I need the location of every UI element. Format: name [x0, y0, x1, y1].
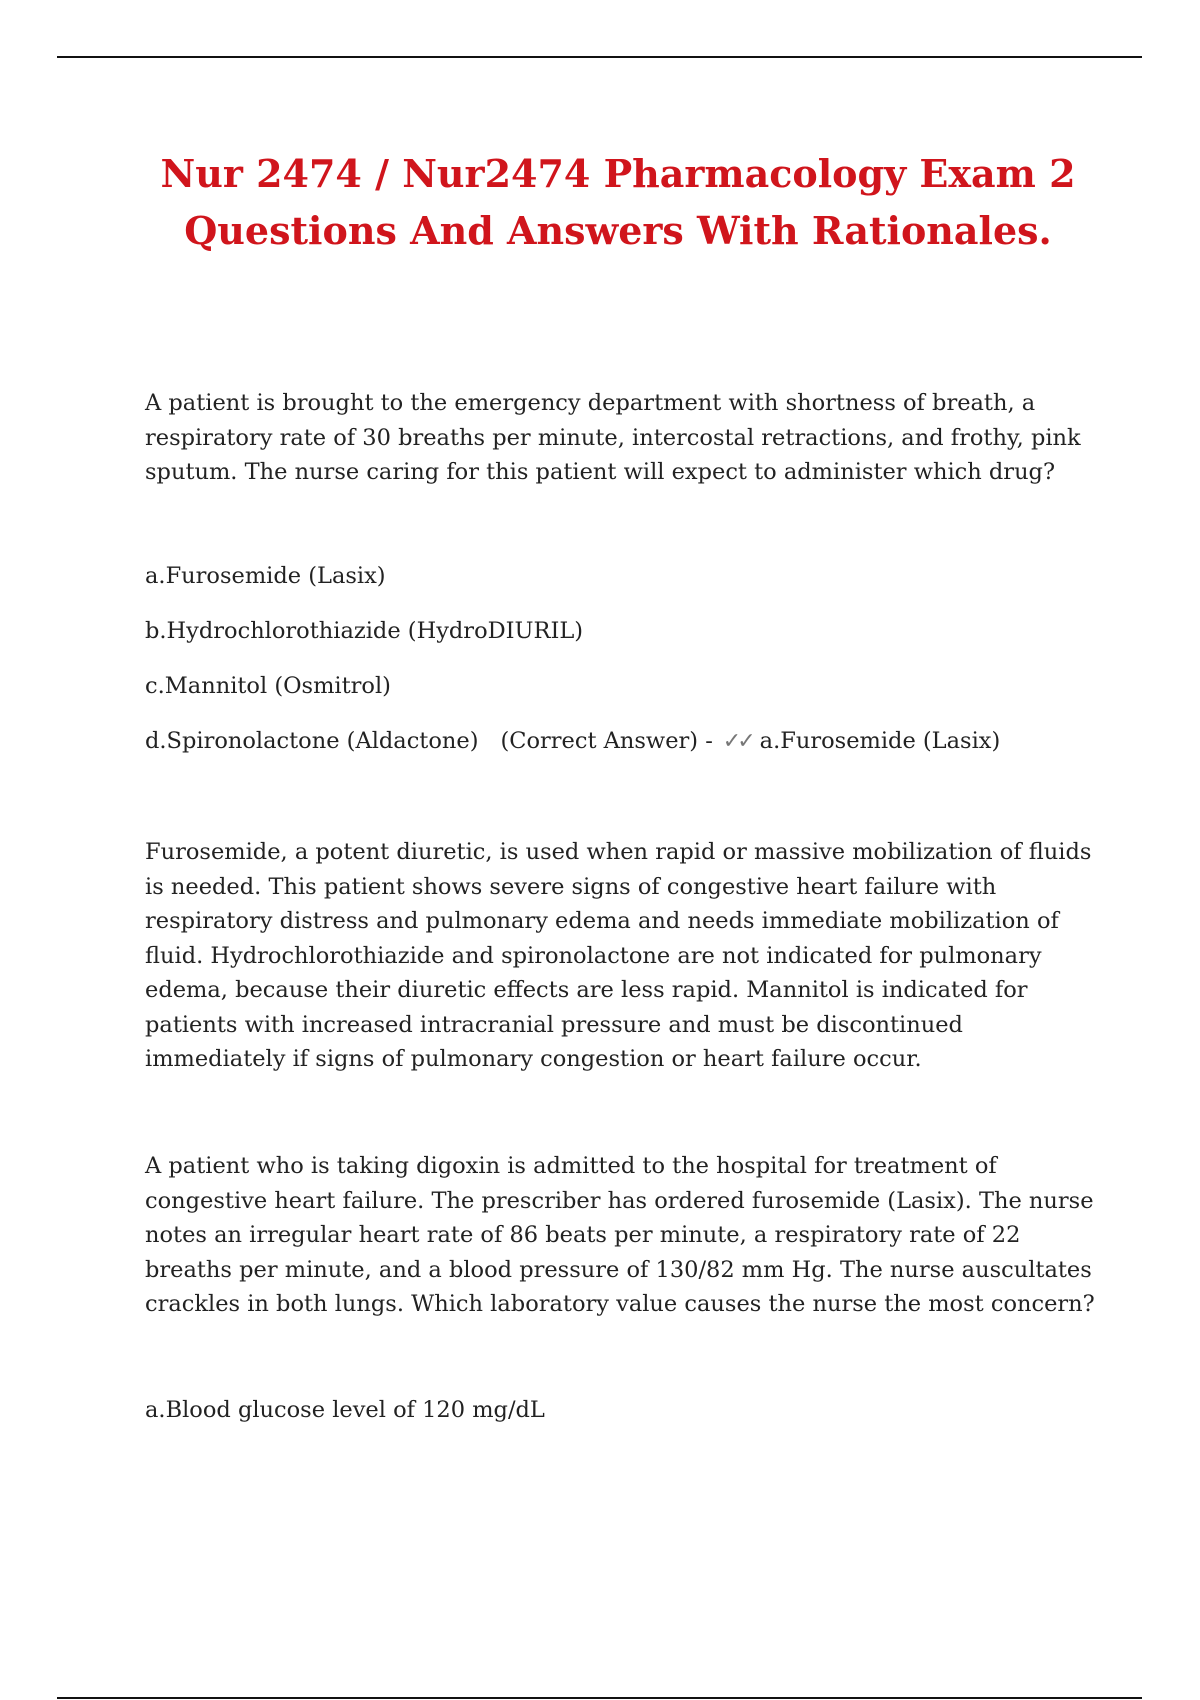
question-1-options: [145, 559, 1095, 779]
question-1-stem: A patient is brought to the emergency department with shortness of breath, a respiratory rate of 30 breaths per minute, intercostal retractions, and frothy, pink sputum. The nurse caring for this patient will expect to administer which drug?: [145, 390, 1081, 485]
option-b: b.Hydrochlorothiazide (HydroDIURIL): [145, 618, 584, 644]
double-check-icon: ✓✓: [722, 729, 752, 754]
document-title: [0, 145, 1200, 259]
question-2-stem: A patient who is taking digoxin is admitted to the hospital for treatment of congestive heart failure. The prescriber has ordered furosemide (Lasix). The nurse notes an irregular heart rate of 86 beats per minute, a respiratory rate of 22 breaths per minute, and a blood pressure of 130/82 mm Hg. The nurse auscultates crackles in both lungs. Which laboratory value causes the nurse the most concern?: [145, 1153, 1095, 1317]
title-line-1: Nur 2474 / Nur2474 Pharmacology Exam 2: [160, 151, 1076, 196]
option-d: d.Spironolactone (Aldactone): [145, 728, 479, 754]
correct-answer-label: (Correct Answer) -: [500, 728, 713, 754]
option-a: a.Furosemide (Lasix): [145, 563, 386, 589]
option-a: a.Blood glucose level of 120 mg/dL: [145, 1397, 545, 1423]
title-line-2: Questions And Answers With Rationales.: [184, 208, 1052, 253]
option-d-with-answer: [145, 724, 1095, 779]
question-2-options: [145, 1393, 1095, 1448]
question-1-rationale: Furosemide, a potent diuretic, is used when rapid or massive mobilization of fluids is needed. This patient shows severe signs of congestive heart failure with respiratory distress and pulmonary edema and needs immediate mobilization of fluid. Hydrochlorothiazide and spironolactone are not indicated for pulmonary edema, because their diuretic effects are less rapid. Mannitol is indicated for patients with increased intracranial pressure and must be discontinued immediately if signs of pulmonary congestion or heart failure occur.: [145, 839, 1092, 1072]
option-c: c.Mannitol (Osmitrol): [145, 673, 391, 699]
bottom-divider: [57, 1697, 1142, 1699]
top-divider: [57, 56, 1142, 58]
correct-answer-value: a.Furosemide (Lasix): [759, 728, 1001, 754]
